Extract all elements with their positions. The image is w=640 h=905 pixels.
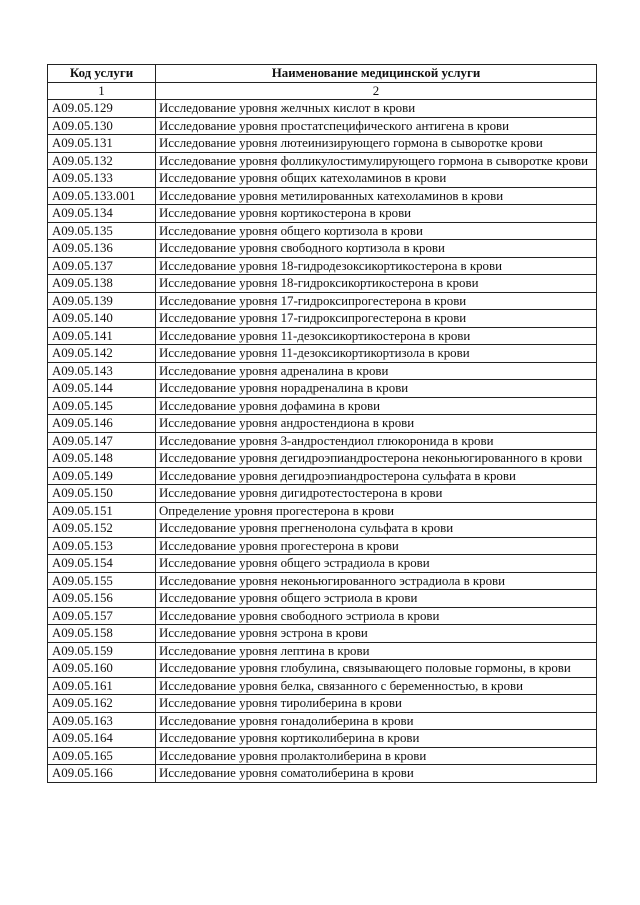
table-row: [48, 117, 597, 135]
service-name: Исследование уровня 3-андростендиол глюкоронида в крови: [156, 432, 597, 450]
service-name: Исследование уровня лютеинизирующего гормона в сыворотке крови: [156, 135, 597, 153]
header-code: Код услуги: [48, 65, 156, 83]
service-name: Исследование уровня свободного кортизола в крови: [156, 240, 597, 258]
service-code: A09.05.133: [48, 170, 156, 188]
table-row: [48, 520, 597, 538]
service-name: Исследование уровня 17-гидроксипрогестерона в крови: [156, 310, 597, 328]
service-name: Исследование уровня общего кортизола в крови: [156, 222, 597, 240]
service-name: Исследование уровня лептина в крови: [156, 642, 597, 660]
header-name: Наименование медицинской услуги: [156, 65, 597, 83]
service-code: A09.05.149: [48, 467, 156, 485]
table-row: [48, 362, 597, 380]
service-code: A09.05.135: [48, 222, 156, 240]
table-row: [48, 170, 597, 188]
table-row: [48, 222, 597, 240]
service-code: A09.05.166: [48, 765, 156, 783]
service-name: Исследование уровня 17-гидроксипрогестерона в крови: [156, 292, 597, 310]
service-name: Исследование уровня андростендиона в крови: [156, 415, 597, 433]
service-name: Исследование уровня гонадолиберина в крови: [156, 712, 597, 730]
table-row: [48, 625, 597, 643]
service-code: A09.05.134: [48, 205, 156, 223]
service-name: Исследование уровня 11-дезоксикортикортизола в крови: [156, 345, 597, 363]
service-name: Исследование уровня 18-гидроксикортикостерона в крови: [156, 275, 597, 293]
services-table: [47, 64, 597, 783]
table-row: [48, 502, 597, 520]
table-row: [48, 275, 597, 293]
service-code: A09.05.139: [48, 292, 156, 310]
table-row: [48, 415, 597, 433]
service-code: A09.05.150: [48, 485, 156, 503]
table-row: [48, 555, 597, 573]
service-code: A09.05.153: [48, 537, 156, 555]
service-name: Исследование уровня дегидроэпиандростерона сульфата в крови: [156, 467, 597, 485]
service-code: A09.05.137: [48, 257, 156, 275]
service-code: A09.05.136: [48, 240, 156, 258]
table-row: [48, 747, 597, 765]
service-name: Исследование уровня эстрона в крови: [156, 625, 597, 643]
table-row: [48, 152, 597, 170]
header-row: [48, 65, 597, 83]
table-row: [48, 677, 597, 695]
service-name: Исследование уровня кортикостерона в крови: [156, 205, 597, 223]
service-code: A09.05.161: [48, 677, 156, 695]
column-number-2: 2: [156, 82, 597, 100]
service-name: Исследование уровня общего эстриола в крови: [156, 590, 597, 608]
table-row: [48, 572, 597, 590]
table-body: [48, 100, 597, 783]
service-code: A09.05.163: [48, 712, 156, 730]
table-row: [48, 380, 597, 398]
service-name: Исследование уровня желчных кислот в крови: [156, 100, 597, 118]
table-row: [48, 537, 597, 555]
service-code: A09.05.154: [48, 555, 156, 573]
service-name: Исследование уровня неконьюгированного эстрадиола в крови: [156, 572, 597, 590]
service-code: A09.05.141: [48, 327, 156, 345]
service-name: Исследование уровня дигидротестостерона в крови: [156, 485, 597, 503]
service-code: A09.05.157: [48, 607, 156, 625]
service-code: A09.05.162: [48, 695, 156, 713]
service-code: A09.05.152: [48, 520, 156, 538]
service-name: Исследование уровня 18-гидродезоксикортикостерона в крови: [156, 257, 597, 275]
service-code: A09.05.160: [48, 660, 156, 678]
service-code: A09.05.156: [48, 590, 156, 608]
table-row: [48, 100, 597, 118]
service-name: Исследование уровня метилированных катехоламинов в крови: [156, 187, 597, 205]
table-row: [48, 292, 597, 310]
table-row: [48, 730, 597, 748]
service-code: A09.05.158: [48, 625, 156, 643]
table-row: [48, 607, 597, 625]
service-code: A09.05.144: [48, 380, 156, 398]
service-code: A09.05.138: [48, 275, 156, 293]
service-name: Определение уровня прогестерона в крови: [156, 502, 597, 520]
table-row: [48, 695, 597, 713]
service-name: Исследование уровня норадреналина в крови: [156, 380, 597, 398]
column-number-1: 1: [48, 82, 156, 100]
table-row: [48, 397, 597, 415]
service-code: A09.05.130: [48, 117, 156, 135]
service-name: Исследование уровня прегненолона сульфата в крови: [156, 520, 597, 538]
service-name: Исследование уровня простатспецифического антигена в крови: [156, 117, 597, 135]
service-name: Исследование уровня фолликулостимулирующего гормона в сыворотке крови: [156, 152, 597, 170]
service-code: A09.05.132: [48, 152, 156, 170]
service-code: A09.05.131: [48, 135, 156, 153]
service-code: A09.05.148: [48, 450, 156, 468]
service-code: A09.05.143: [48, 362, 156, 380]
service-name: Исследование уровня пролактолиберина в крови: [156, 747, 597, 765]
service-name: Исследование уровня общего эстрадиола в крови: [156, 555, 597, 573]
table-row: [48, 240, 597, 258]
service-name: Исследование уровня дофамина в крови: [156, 397, 597, 415]
service-code: A09.05.129: [48, 100, 156, 118]
table-row: [48, 485, 597, 503]
table-row: [48, 205, 597, 223]
service-name: Исследование уровня тиролиберина в крови: [156, 695, 597, 713]
table-row: [48, 310, 597, 328]
service-code: A09.05.142: [48, 345, 156, 363]
service-code: A09.05.146: [48, 415, 156, 433]
service-code: A09.05.151: [48, 502, 156, 520]
table-row: [48, 327, 597, 345]
service-name: Исследование уровня дегидроэпиандростерона неконьюгированного в крови: [156, 450, 597, 468]
table-row: [48, 345, 597, 363]
table-row: [48, 432, 597, 450]
service-code: A09.05.165: [48, 747, 156, 765]
service-code: A09.05.159: [48, 642, 156, 660]
table-row: [48, 467, 597, 485]
table-row: [48, 187, 597, 205]
table-row: [48, 450, 597, 468]
table-row: [48, 135, 597, 153]
service-name: Исследование уровня глобулина, связывающего половые гормоны, в крови: [156, 660, 597, 678]
service-code: A09.05.155: [48, 572, 156, 590]
table-row: [48, 590, 597, 608]
service-name: Исследование уровня общих катехоламинов в крови: [156, 170, 597, 188]
service-name: Исследование уровня 11-дезоксикортикостерона в крови: [156, 327, 597, 345]
service-name: Исследование уровня прогестерона в крови: [156, 537, 597, 555]
table-row: [48, 765, 597, 783]
service-name: Исследование уровня соматолиберина в крови: [156, 765, 597, 783]
service-code: A09.05.145: [48, 397, 156, 415]
service-code: A09.05.133.001: [48, 187, 156, 205]
service-name: Исследование уровня белка, связанного с беременностью, в крови: [156, 677, 597, 695]
table-row: [48, 660, 597, 678]
service-code: A09.05.147: [48, 432, 156, 450]
service-name: Исследование уровня адреналина в крови: [156, 362, 597, 380]
table-row: [48, 642, 597, 660]
table-row: [48, 712, 597, 730]
service-code: A09.05.140: [48, 310, 156, 328]
column-number-row: [48, 82, 597, 100]
service-code: A09.05.164: [48, 730, 156, 748]
service-name: Исследование уровня кортиколиберина в крови: [156, 730, 597, 748]
service-name: Исследование уровня свободного эстриола в крови: [156, 607, 597, 625]
table-row: [48, 257, 597, 275]
